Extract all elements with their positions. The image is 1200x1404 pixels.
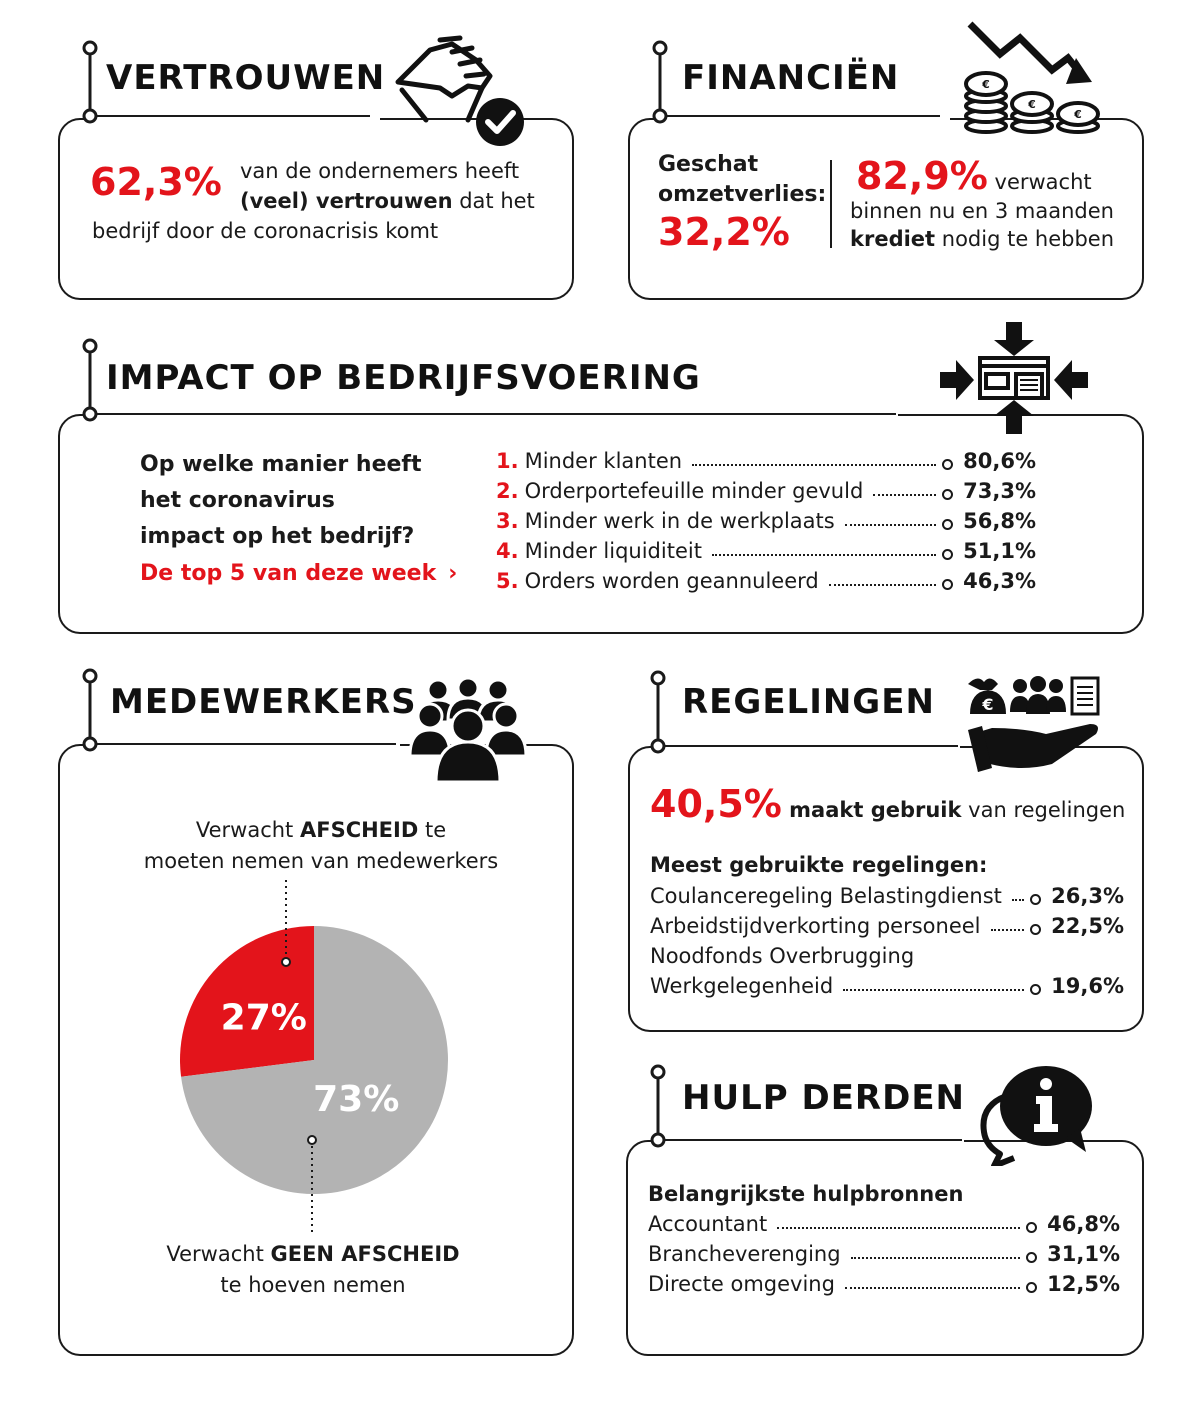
medewerkers-bottom-bold: GEEN AFSCHEID <box>270 1242 460 1266</box>
shop-arrows-icon <box>936 318 1092 438</box>
hand-money-people-document-icon <box>964 672 1104 778</box>
financien-right-text3: nodig te hebben <box>935 227 1115 251</box>
hulp-item-2 <box>648 1242 1120 1266</box>
impact-item-num: 1. <box>496 449 519 473</box>
impact-item-label: Minder liquiditeit <box>524 539 702 563</box>
impact-item-label: Minder werk in de werkplaats <box>524 509 835 533</box>
hulp-title: HULP DERDEN <box>676 1078 971 1118</box>
impact-item-num: 4. <box>496 539 519 563</box>
handshake-check-icon <box>390 30 530 150</box>
svg-text:€: € <box>982 78 990 91</box>
financien-title: FINANCIËN <box>676 58 905 98</box>
svg-text:€: € <box>982 695 994 714</box>
impact-question-3: impact op het bedrijf? <box>140 524 415 549</box>
info-speech-bubbles-icon <box>976 1060 1096 1166</box>
impact-top5-label: De top 5 van deze week <box>140 561 437 586</box>
svg-text:€: € <box>1074 108 1082 121</box>
impact-item-label: Orderportefeuille minder gevuld <box>524 479 864 503</box>
medewerkers-top-bold: AFSCHEID <box>299 818 419 842</box>
financien-left-value: 32,2% <box>658 210 790 254</box>
financien-left-label2: omzetverlies: <box>658 182 827 207</box>
impact-title: IMPACT OP BEDRIJFSVOERING <box>100 358 707 398</box>
medewerkers-bottom-pre: Verwacht <box>166 1242 271 1266</box>
vertrouwen-bold: (veel) vertrouwen <box>240 189 453 213</box>
regelingen-item-label: Werkgelegenheid <box>650 974 834 998</box>
financien-right-line3 <box>850 224 1114 254</box>
impact-item-num: 3. <box>496 509 519 533</box>
regelingen-item-1 <box>650 884 1124 908</box>
regelingen-item-2 <box>650 914 1124 938</box>
medewerkers-bottom-line2: te hoeven nemen <box>220 1273 406 1297</box>
hulp-item-value: 46,8% <box>1047 1212 1120 1236</box>
financien-right-text1: verwacht <box>987 170 1092 194</box>
regelingen-percent: 40,5% <box>650 782 782 826</box>
impact-top5-link[interactable] <box>140 561 457 586</box>
hulp-subtitle: Belangrijkste hulpbronnen <box>648 1182 964 1206</box>
impact-item-1 <box>496 449 1036 473</box>
impact-item-2 <box>496 479 1036 503</box>
hulp-item-value: 31,1% <box>1047 1242 1120 1266</box>
pie-leader-bottom-dot <box>308 1136 316 1144</box>
impact-item-label: Minder klanten <box>524 449 683 473</box>
regelingen-item-value: 26,3% <box>1051 884 1124 908</box>
impact-item-value: 46,3% <box>963 569 1036 593</box>
impact-item-4 <box>496 539 1036 563</box>
financien-right-bold: krediet <box>850 227 936 251</box>
regelingen-item-3 <box>650 974 1124 998</box>
financien-right-line1 <box>856 154 1092 198</box>
impact-item-num: 5. <box>496 569 519 593</box>
impact-item-5 <box>496 569 1036 593</box>
regelingen-headline <box>650 782 1125 826</box>
vertrouwen-line2-rest: dat het <box>452 189 535 213</box>
financien-left-label1: Geschat <box>658 152 759 177</box>
regelingen-title: REGELINGEN <box>676 682 941 722</box>
pie-label-2: 73% <box>313 1079 400 1121</box>
regelingen-item-value: 22,5% <box>1051 914 1124 938</box>
regelingen-item-3-line1: Noodfonds Overbrugging <box>650 944 915 968</box>
svg-text:€: € <box>1028 98 1036 111</box>
regelingen-bold: maakt gebruik <box>781 798 962 822</box>
regelingen-subtitle: Meest gebruikte regelingen: <box>650 853 988 877</box>
euro-coins-down-icon <box>960 18 1105 140</box>
vertrouwen-title: VERTROUWEN <box>100 58 391 98</box>
hulp-item-3 <box>648 1272 1120 1296</box>
chevron-right-icon: › <box>448 561 458 586</box>
hulp-item-label: Accountant <box>648 1212 768 1236</box>
medewerkers-top-post: te <box>418 818 447 842</box>
impact-item-value: 73,3% <box>963 479 1036 503</box>
impact-item-num: 2. <box>496 479 519 503</box>
medewerkers-top-pre: Verwacht <box>195 818 300 842</box>
vertrouwen-line3: bedrijf door de coronacrisis komt <box>92 219 439 243</box>
impact-question-2: het coronavirus <box>140 488 335 513</box>
hulp-item-value: 12,5% <box>1047 1272 1120 1296</box>
medewerkers-pie-chart <box>150 880 480 1240</box>
regelingen-item-label: Arbeidstijdverkorting personeel <box>650 914 981 938</box>
regelingen-item-value: 19,6% <box>1051 974 1124 998</box>
group-people-icon <box>408 676 528 784</box>
vertrouwen-line1: van de ondernemers heeft <box>240 159 520 183</box>
vertrouwen-percent: 62,3% <box>90 160 222 204</box>
impact-question-1: Op welke manier heeft <box>140 452 422 477</box>
pie-label-1: 27% <box>220 997 307 1039</box>
hulp-item-label: Directe omgeving <box>648 1272 835 1296</box>
hulp-item-1 <box>648 1212 1120 1236</box>
financien-right-text2: binnen nu en 3 maanden <box>850 199 1114 223</box>
medewerkers-title: MEDEWERKERS <box>104 682 423 722</box>
regelingen-rest: van regelingen <box>961 798 1126 822</box>
impact-item-label: Orders worden geannuleerd <box>524 569 819 593</box>
medewerkers-top-line2: moeten nemen van medewerkers <box>143 849 499 873</box>
impact-item-3 <box>496 509 1036 533</box>
financien-right-value: 82,9% <box>856 154 988 198</box>
hulp-item-label: Brancheverenging <box>648 1242 841 1266</box>
impact-item-value: 51,1% <box>963 539 1036 563</box>
regelingen-item-label: Coulanceregeling Belastingdienst <box>650 884 1002 908</box>
medewerkers-bottom-line1 <box>50 1239 576 1269</box>
impact-item-value: 56,8% <box>963 509 1036 533</box>
financien-divider <box>830 160 832 248</box>
pie-leader-top-dot <box>282 958 290 966</box>
impact-item-value: 80,6% <box>963 449 1036 473</box>
vertrouwen-line2 <box>240 186 535 216</box>
medewerkers-top-line1 <box>58 815 584 845</box>
